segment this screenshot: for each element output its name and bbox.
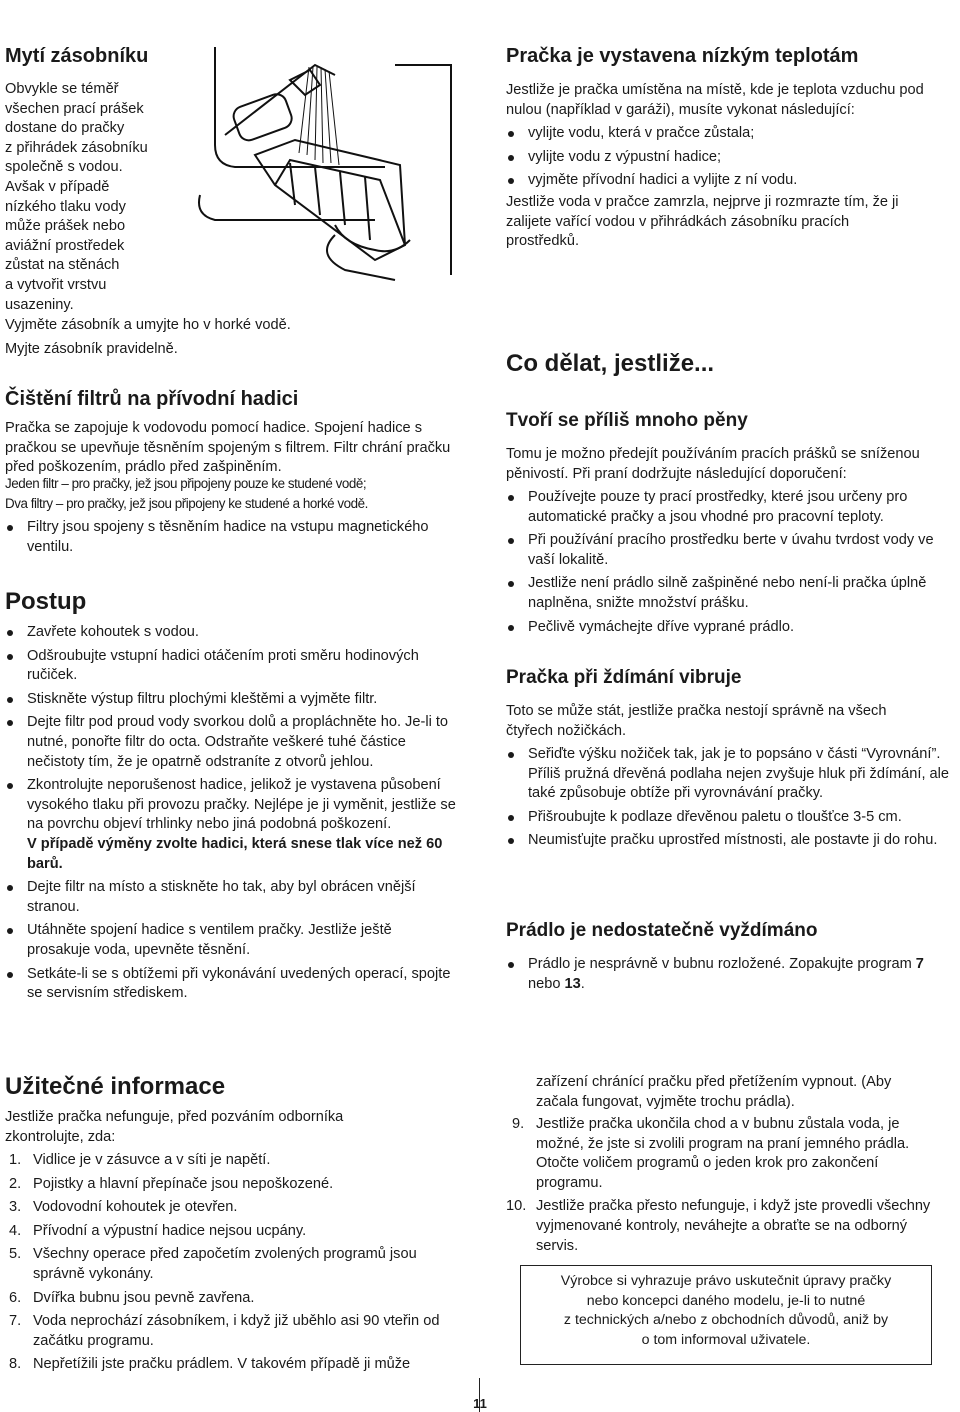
dispenser-wash-instruction: Vyjměte zásobník a umyjte ho v horké vodě. xyxy=(5,317,291,333)
checklist-part1 xyxy=(5,1151,455,1375)
manufacturer-notice-box xyxy=(520,1265,932,1365)
section-title-low-temperature: Pračka je vystavena nízkým teplotám xyxy=(506,45,859,67)
list-item: 1. Vidlice je v zásuvce a v síti je napětí. xyxy=(9,1152,271,1168)
foam-intro: Tomu je možno předejít používáním pracích prášků se sníženou pěnivostí. Při praní dodržujte následující doporučení: xyxy=(506,446,920,482)
poor-spin-list xyxy=(506,955,952,994)
checklist-item8-continued: zařízení chránící pračku před přetížením vypnout. (Aby začala fungovat, vyjměte trochu prádla). xyxy=(536,1074,892,1110)
program-number: 7 xyxy=(915,956,924,972)
list-item: Jestliže není prádlo silně zašpiněné nebo není-li pračka úplně naplněna, snižte množství prášku. xyxy=(506,574,952,613)
frozen-water-text: Jestliže voda v pračce zamrzla, nejprve ji rozmrazte tím, že ji zalijete vařící vodou v přihrádkách zásobníku pracích prostředků. xyxy=(506,194,899,250)
list-item: Setkáte-li se s obtížemi při vykonávání uvedených operací, spojte se servisním střediskem. xyxy=(5,965,457,1004)
notice-line: z technických a/nebo z obchodních důvodů, aniž by xyxy=(563,1312,889,1329)
section-title-filter-cleaning: Čištění filtrů na přívodní hadici xyxy=(5,388,299,410)
list-item: Dejte filtr na místo a stiskněte ho tak, aby byl obrácen vnější stranou. xyxy=(5,878,457,917)
list-item: 8. Nepřetížili jste pračku prádlem. V takovém případě ji může xyxy=(9,1356,411,1373)
text-line: aviážní prostředek xyxy=(5,237,125,254)
list-item: 2. Pojistky a hlavní přepínače jsou nepoškozené. xyxy=(9,1175,334,1192)
vibration-list xyxy=(506,745,952,851)
low-temp-intro: Jestliže je pračka umístěna na místě, kde je teplota vzduchu pod nulou (například v garáži), musíte vykonat následující: xyxy=(506,82,924,118)
poor-spin-text: Prádlo je nesprávně v bubnu rozložené. Zopakujte program xyxy=(528,956,916,972)
list-item xyxy=(506,955,952,994)
hose-pressure-warning: V případě výměny zvolte hadici, která snese tlak více než 60 barů. xyxy=(27,835,443,872)
list-item: Seřiďte výšku nožiček tak, jak je to popsáno v části “Vyrovnání”. Příliš pružná dřevěná podlaha nejen zvyšuje hluk při ždímání, ale také způsobuje obtíže při vyrovnávání pračky. xyxy=(506,745,952,804)
notice-line: Výrobce si vyhrazuje právo uskutečnit úpravy pračky xyxy=(560,1273,892,1289)
list-item: 10. Jestliže pračka přesto nefunguje, i když jste provedli všechny vyjmenované kontroly, neváhejte a obraťte se na odborný servis. xyxy=(506,1198,931,1254)
vibration-intro: Toto se může stát, jestliže pračka nestojí správně na všech čtyřech nožičkách. xyxy=(506,703,887,739)
text-line: zůstat na stěnách xyxy=(5,257,120,274)
list-item: 6. Dvířka bubnu jsou pevně zavřena. xyxy=(9,1289,255,1306)
list-item: Přišroubujte k podlaze dřevěnou paletu o tloušťce 3-5 cm. xyxy=(506,808,952,828)
poor-spin-end: . xyxy=(580,975,585,992)
list-item: Filtry jsou spojeny s těsněním hadice na vstupu magnetického ventilu. xyxy=(5,518,445,557)
list-item: vylijte vodu, která v pračce zůstala; xyxy=(506,124,946,144)
text-line: usazeniny. xyxy=(5,296,74,313)
text-line: Obvykle se téměř xyxy=(5,81,119,97)
list-item: 4. Přívodní a výpustní hadice nejsou ucpány. xyxy=(9,1222,307,1239)
list-item: Zavřete kohoutek s vodou. xyxy=(5,623,457,643)
text-line: a vytvořit vrstvu xyxy=(5,276,107,293)
list-item: Pečlivě vymáchejte dříve vyprané prádlo. xyxy=(506,618,952,638)
text-line: nízkého tlaku vody xyxy=(5,198,126,215)
filter-types-text xyxy=(5,474,465,513)
dispenser-under-tap-icon xyxy=(195,45,457,290)
section-title-vibration: Pračka při ždímání vibruje xyxy=(506,667,742,688)
section-title-procedure: Postup xyxy=(5,588,87,615)
section-title-dispenser-cleaning: Mytí zásobníku xyxy=(5,45,149,67)
text-line: z přihrádek zásobníku xyxy=(5,139,148,156)
list-item: vyjměte přívodní hadici a vylijte z ní vodu. xyxy=(506,171,946,191)
list-item: 9. Jestliže pračka ukončila chod a v bubnu zůstala voda, je možné, že jste si zvolili program na praní jemného prádla. Otočte voličem programů o jeden krok pro zakončení programu. xyxy=(512,1116,910,1191)
low-temp-list xyxy=(506,124,946,191)
text-line: společně s vodou. xyxy=(5,159,123,176)
section-title-too-much-foam: Tvoří se příliš mnoho pěny xyxy=(506,410,748,431)
hose-check-text: Zkontrolujte neporušenost hadice, jelikož je vystavena působení vysokého tlaku při provozu pračky. Nejlépe je ji vyměnit, jestliže se na povrchu objeví trhlinky nebo jiná podobná poškození. xyxy=(27,777,456,833)
filter-type-one: Jeden filtr – pro pračky, jež jsou připojeny pouze ke studené vodě; xyxy=(5,476,367,491)
list-item: vylijte vodu z výpustní hadice; xyxy=(506,148,946,168)
list-item: Utáhněte spojení hadice s ventilem pračky. Jestliže ještě prosakuje voda, upevněte těsnění. xyxy=(5,921,457,960)
page-number: 11 xyxy=(473,1396,487,1411)
text-line: všechen prací prášek xyxy=(5,100,144,117)
section-title-useful-info: Užitečné informace xyxy=(5,1073,226,1100)
text-line: Avšak v případě xyxy=(5,178,110,195)
poor-spin-conj: nebo xyxy=(528,975,565,992)
filter-intro-text: Pračka se zapojuje k vodovodu pomocí hadice. Spojení hadice s pračkou se upevňuje těsněním spojeným s filtrem. Filtr chrání pračku před poškozením, prádlo před zašpiněním. xyxy=(5,420,451,476)
list-item xyxy=(5,776,457,874)
list-item: 5. Všechny operace před započetím zvolených programů jsou správně vykonány. xyxy=(9,1246,417,1282)
list-item: Neumisťujte pračku uprostřed místnosti, ale postavte ji do rohu. xyxy=(506,831,952,851)
procedure-list xyxy=(5,623,457,1004)
dispenser-cleaning-text xyxy=(5,80,205,315)
list-item: Stiskněte výstup filtru plochými kleštěmi a vyjměte filtr. xyxy=(5,690,457,710)
checklist-part2 xyxy=(506,1115,946,1256)
list-item: Dejte filtr pod proud vody svorkou dolů a propláchněte ho. Je-li to nutné, ponořte filtr do octa. Odstraňte veškeré tuhé částice nečistoty tím, že je opatrně odstraníte z otvorů jehlou. xyxy=(5,713,457,772)
list-item: 3. Vodovodní kohoutek je otevřen. xyxy=(9,1199,238,1216)
list-item: Používejte pouze ty prací prostředky, které jsou určeny pro automatické pračky a jsou vhodné pro pracovní teploty. xyxy=(506,488,952,527)
useful-info-intro: Jestliže pračka nefunguje, před pozváním odborníka zkontrolujte, zda: xyxy=(5,1109,344,1145)
section-title-troubleshooting: Co dělat, jestliže... xyxy=(506,350,715,377)
text-line: dostane do pračky xyxy=(5,120,125,137)
foam-list xyxy=(506,488,952,637)
notice-line: nebo koncepci daného modelu, je-li to nutné xyxy=(586,1292,866,1309)
list-item: 7. Voda neprochází zásobníkem, i když již uběhlo asi 90 vteřin od začátku programu. xyxy=(9,1313,440,1349)
list-item: Odšroubujte vstupní hadici otáčením proti směru hodinových ručiček. xyxy=(5,647,457,686)
filter-bullet-list xyxy=(5,518,445,557)
list-item: Při používání pracího prostředku berte v úvahu tvrdost vody ve vaší lokalitě. xyxy=(506,531,952,570)
program-number: 13 xyxy=(564,975,581,992)
dispenser-regular-wash: Myjte zásobník pravidelně. xyxy=(5,341,178,357)
filter-type-two: Dva filtry – pro pračky, jež jsou připojeny ke studené a horké vodě. xyxy=(5,495,368,511)
section-title-poor-spin: Prádlo je nedostatečně vyždímáno xyxy=(506,920,818,941)
text-line: může prášek nebo xyxy=(5,218,126,235)
notice-line: o tom informoval uživatele. xyxy=(641,1331,811,1348)
